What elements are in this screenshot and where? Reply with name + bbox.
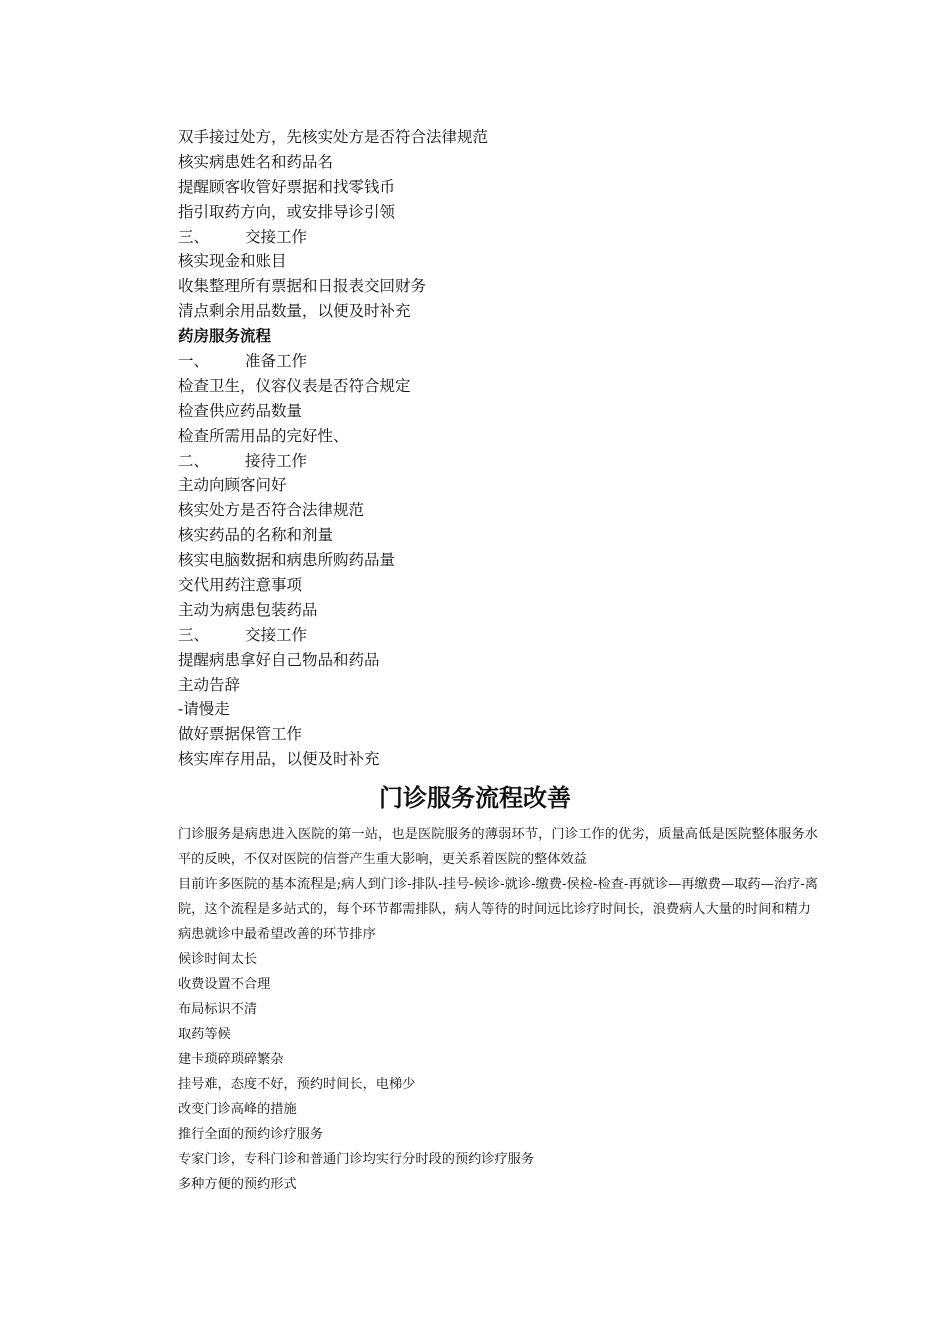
text-line: 改变门诊高峰的措施 bbox=[178, 1102, 297, 1117]
step-heading bbox=[178, 449, 838, 474]
step-number: 三、 bbox=[178, 227, 210, 246]
text-line: 建卡琐碎琐碎繁杂 bbox=[178, 1052, 284, 1067]
step-title: 交接工作 bbox=[245, 625, 308, 644]
step-number: 三、 bbox=[178, 625, 210, 644]
step-heading bbox=[178, 225, 838, 250]
step-title: 交接工作 bbox=[245, 227, 308, 246]
text-line: 核实电脑数据和病患所购药品量 bbox=[178, 551, 396, 570]
text-line: 收集整理所有票据和日报表交回财务 bbox=[178, 277, 427, 296]
text-line: 核实处方是否符合法律规范 bbox=[178, 501, 365, 520]
text-line: 病患就诊中最希望改善的环节排序 bbox=[178, 927, 376, 942]
text-line: -请慢走 bbox=[178, 700, 230, 719]
text-line: 挂号难，态度不好，预约时间长，电梯少 bbox=[178, 1077, 416, 1092]
text-line: 收费设置不合理 bbox=[178, 977, 271, 992]
step-title: 准备工作 bbox=[245, 352, 308, 371]
text-line: 专家门诊，专科门诊和普通门诊均实行分时段的预约诊疗服务 bbox=[178, 1152, 535, 1167]
text-line: 提醒顾客收管好票据和找零钱币 bbox=[178, 177, 396, 196]
text-line: 清点剩余用品数量，以便及时补充 bbox=[178, 302, 411, 321]
text-line: 做好票据保管工作 bbox=[178, 725, 303, 744]
text-line: 核实库存用品，以便及时补充 bbox=[178, 750, 380, 769]
text-line: 主动告辞 bbox=[178, 675, 241, 694]
outpatient-section bbox=[178, 822, 818, 1197]
step-heading bbox=[178, 623, 838, 648]
text-line: 核实现金和账目 bbox=[178, 252, 287, 271]
text-line: 指引取药方向，或安排导诊引领 bbox=[178, 202, 396, 221]
text-line: 多种方便的预约形式 bbox=[178, 1177, 297, 1192]
step-heading bbox=[178, 349, 838, 374]
paragraph: 目前许多医院的基本流程是;病人到门诊-排队-挂号-候诊-就诊-缴费-侯检-检查-再就诊—再缴费—取药—治疗-离院，这个流程是多站式的，每个环节都需排队，病人等待的时间远比诊疗时间长，浪费病人大量的时间和精力 bbox=[178, 877, 818, 917]
text-line: 核实药品的名称和剂量 bbox=[178, 526, 334, 545]
step-title: 接待工作 bbox=[245, 451, 308, 470]
text-line: 检查卫生，仪容仪表是否符合规定 bbox=[178, 376, 411, 395]
text-line: 布局标识不清 bbox=[178, 1002, 258, 1017]
document-title: 门诊服务流程改善 bbox=[379, 784, 571, 812]
text-line: 交代用药注意事项 bbox=[178, 576, 303, 595]
text-line: 核实病患姓名和药品名 bbox=[178, 152, 334, 171]
paragraph: 门诊服务是病患进入医院的第一站，也是医院服务的薄弱环节，门诊工作的优劣，质量高低是医院整体服务水平的反映，不仅对医院的信誉产生重大影响，更关系着医院的整体效益 bbox=[178, 827, 818, 867]
step-number: 二、 bbox=[178, 451, 210, 470]
pharmacy-section bbox=[178, 125, 838, 772]
section-subtitle: 药房服务流程 bbox=[178, 326, 272, 346]
text-line: 检查所需用品的完好性、 bbox=[178, 426, 349, 445]
text-line: 提醒病患拿好自己物品和药品 bbox=[178, 650, 380, 669]
text-line: 取药等候 bbox=[178, 1027, 231, 1042]
text-line: 主动向顾客问好 bbox=[178, 476, 287, 495]
text-line: 推行全面的预约诊疗服务 bbox=[178, 1127, 324, 1142]
text-line: 主动为病患包装药品 bbox=[178, 600, 318, 619]
step-number: 一、 bbox=[178, 352, 210, 371]
text-line: 双手接过处方，先核实处方是否符合法律规范 bbox=[178, 128, 489, 146]
text-line: 候诊时间太长 bbox=[178, 952, 258, 967]
text-line: 检查供应药品数量 bbox=[178, 401, 303, 420]
